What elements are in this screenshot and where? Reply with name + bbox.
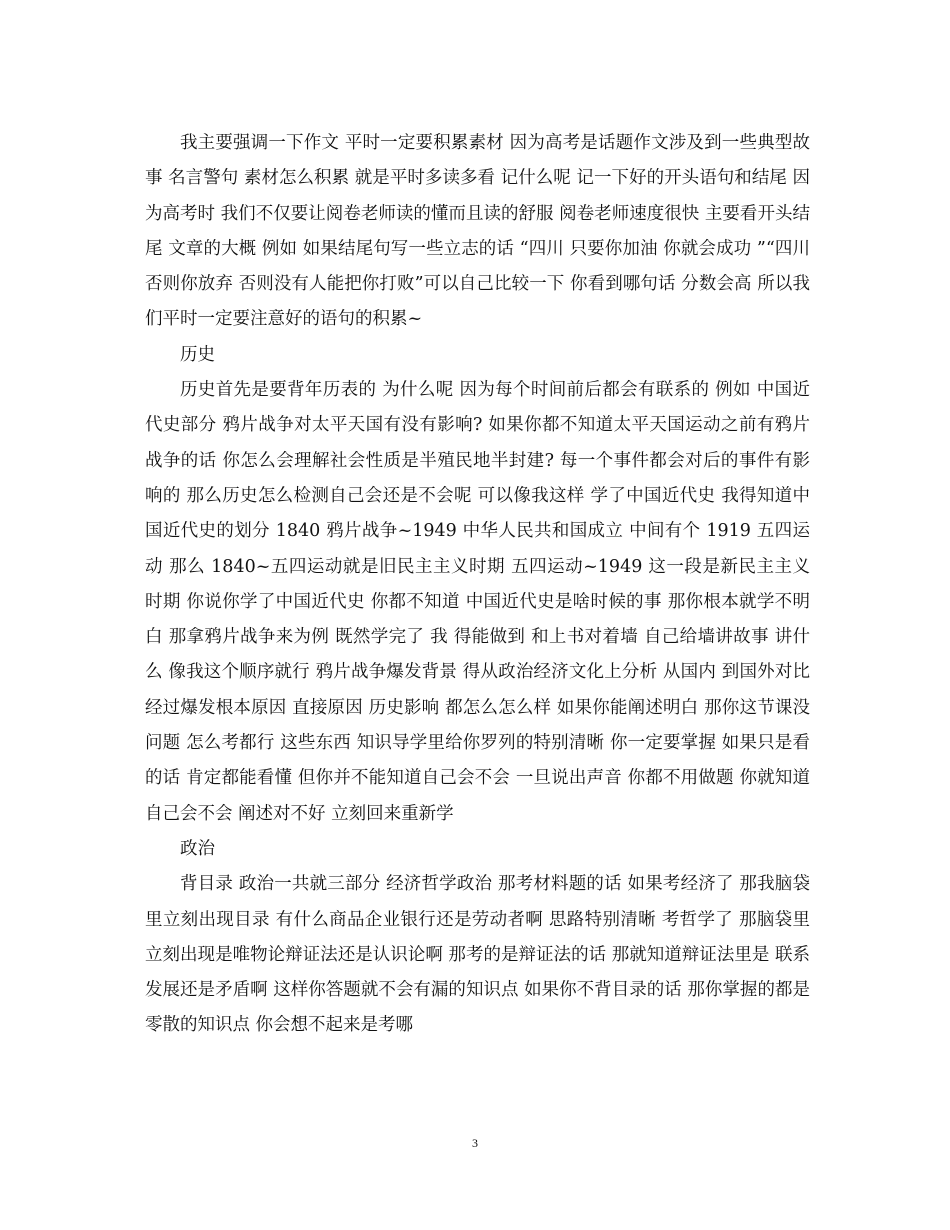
page-number: 3 (472, 1136, 478, 1150)
section-heading-politics: 政治 (180, 838, 215, 859)
document-body (145, 126, 810, 1044)
paragraph-history: 历史首先是要背年历表的 为什么呢 因为每个时间前后都会有联系的 例如 中国近代史部分 鸦片战争对太平天国有没有影响? 如果你都不知道太平天国运动之前有鸦片战争的话 你怎么会理解社会性质是半殖民地半封建? 每一个事件都会对后的事件有影响的 那么历史怎么检测自己会还是不会呢 可以像我这样 学了中国近代史 我得知道中国近代史的划分 1840 鸦片战争~1949 中华人民共和国成立 中间有个 1919 五四运动 那么 1840~五四运动就是旧民主主义时期 五四运动~1949 这一段是新民主主义时期 你说你学了中国近代史 你都不知道 中国近代史是啥时候的事 那你根本就学不明白 那拿鸦片战争来为例 既然学完了 我 得能做到 和上书对着墙 自己给墙讲故事 讲什么 像我这个顺序就行 鸦片战争爆发背景 得从政治经济文化上分析 从国内 到国外对比 经过爆发根本原因 直接原因 历史影响 都怎么怎么样 如果你能阐述明白 那你这节课没问题 怎么考都行 这些东西 知识导学里给你罗列的特别清晰 你一定要掌握 如果只是看的话 肯定都能看懂 但你并不能知道自己会不会 一旦说出声音 你都不用做题 你就知道自己会不会 阐述对不好 立刻回来重新学 (145, 380, 810, 824)
paragraph-composition: 我主要强调一下作文 平时一定要积累素材 因为高考是话题作文涉及到一些典型故事 名言警句 素材怎么积累 就是平时多读多看 记什么呢 记一下好的开头语句和结尾 因为高考时 我们不仅要让阅卷老师读的懂而且读的舒服 阅卷老师速度很快 主要看开头结尾 文章的大概 例如 如果结尾句写一些立志的话 “四川 只要你加油 你就会成功 ”“四川 否则你放弃 否则没有人能把你打败”可以自己比较一下 你看到哪句话 分数会高 所以我们平时一定要注意好的语句的积累~ (145, 133, 810, 330)
section-heading-history: 历史 (180, 344, 215, 365)
paragraph-politics: 背目录 政治一共就三部分 经济哲学政治 那考材料题的话 如果考经济了 那我脑袋里立刻出现目录 有什么商品企业银行还是劳动者啊 思路特别清晰 考哲学了 那脑袋里立刻出现是唯物论辩证法还是认识论啊 那考的是辩证法的话 那就知道辩证法里是 联系发展还是矛盾啊 这样你答题就不会有漏的知识点 如果你不背目录的话 那你掌握的都是零散的知识点 你会想不起来是考哪 (145, 874, 810, 1036)
